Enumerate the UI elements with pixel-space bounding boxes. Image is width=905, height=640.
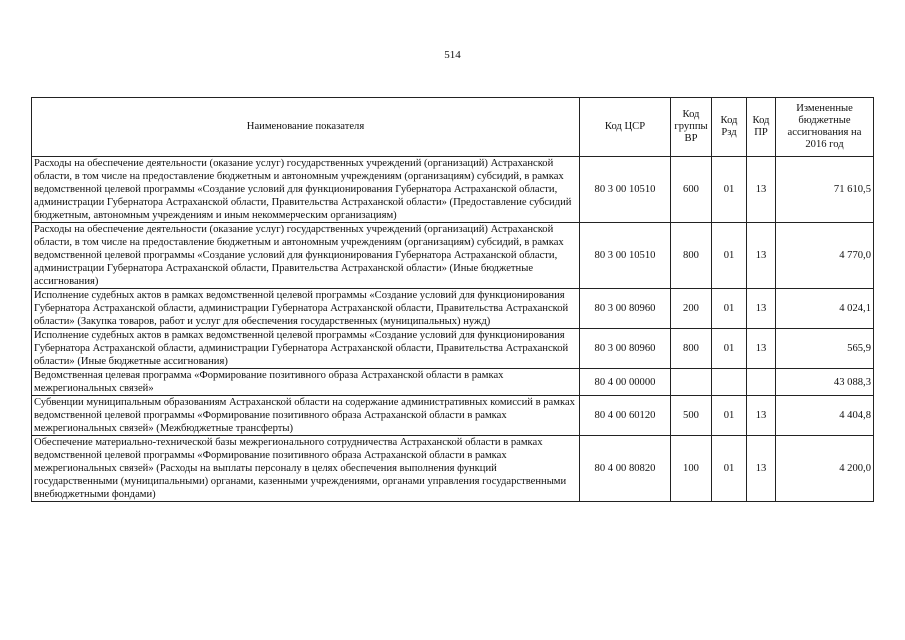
row-pr: 13 bbox=[747, 396, 776, 436]
table-header-row bbox=[32, 98, 874, 157]
row-vr bbox=[671, 369, 712, 396]
row-name: Обеспечение материально-технической базы межрегионального сотрудничества Астраханской области в рамках ведомственной целевой программы «Формирование позитивного образа Астраханской области в рамках межрегиональных связей» (Расходы на выплаты персоналу в целях обеспечения выполнения функций государственными (муниципальными) органами, казенными учреждениями, органами управления государственными внебюджетными фондами) bbox=[32, 436, 580, 502]
row-rzd: 01 bbox=[712, 329, 747, 369]
table-row bbox=[32, 396, 874, 436]
budget-table bbox=[31, 97, 874, 502]
table-row bbox=[32, 436, 874, 502]
row-amount: 4 770,0 bbox=[776, 223, 874, 289]
row-csr: 80 4 00 60120 bbox=[580, 396, 671, 436]
table-row bbox=[32, 157, 874, 223]
row-pr: 13 bbox=[747, 436, 776, 502]
row-amount: 4 200,0 bbox=[776, 436, 874, 502]
row-amount: 4 024,1 bbox=[776, 289, 874, 329]
row-name: Ведомственная целевая программа «Формирование позитивного образа Астраханской области в рамках межрегиональных связей» bbox=[32, 369, 580, 396]
row-csr: 80 4 00 00000 bbox=[580, 369, 671, 396]
row-amount: 4 404,8 bbox=[776, 396, 874, 436]
row-rzd: 01 bbox=[712, 436, 747, 502]
row-pr bbox=[747, 369, 776, 396]
row-amount: 565,9 bbox=[776, 329, 874, 369]
row-rzd: 01 bbox=[712, 289, 747, 329]
row-name: Исполнение судебных актов в рамках ведомственной целевой программы «Создание условий для функционирования Губернатора Астраханской области, администрации Губернатора Астраханской области, Правительства Астраханской области» (Иные бюджетные ассигнования) bbox=[32, 329, 580, 369]
row-rzd bbox=[712, 369, 747, 396]
header-amount: Измененные бюджетные ассигнования на 2016 год bbox=[776, 98, 874, 157]
row-rzd: 01 bbox=[712, 396, 747, 436]
row-vr: 600 bbox=[671, 157, 712, 223]
table-row bbox=[32, 329, 874, 369]
page-number: 514 bbox=[444, 49, 461, 61]
row-name: Исполнение судебных актов в рамках ведомственной целевой программы «Создание условий для функционирования Губернатора Астраханской области, администрации Губернатора Астраханской области, Правительства Астраханской области» (Закупка товаров, работ и услуг для обеспечения государственных (муниципальных) нужд) bbox=[32, 289, 580, 329]
row-name: Субвенции муниципальным образованиям Астраханской области на содержание административных комиссий в рамках ведомственной целевой программы «Формирование позитивного образа Астраханской области в рамках межрегиональных связей» (Межбюджетные трансферты) bbox=[32, 396, 580, 436]
header-csr: Код ЦСР bbox=[580, 98, 671, 157]
row-amount: 43 088,3 bbox=[776, 369, 874, 396]
row-csr: 80 3 00 80960 bbox=[580, 329, 671, 369]
row-name: Расходы на обеспечение деятельности (оказание услуг) государственных учреждений (организаций) Астраханской области, в том числе на предоставление бюджетным и автономным учреждениям (организациям) субсидий, в рамках ведомственной целевой программы «Создание условий для функционирования Губернатора Астраханской области, администрации Губернатора Астраханской области, Правительства Астраханской области» (Иные бюджетные ассигнования) bbox=[32, 223, 580, 289]
row-pr: 13 bbox=[747, 329, 776, 369]
row-vr: 100 bbox=[671, 436, 712, 502]
table-row bbox=[32, 289, 874, 329]
row-vr: 200 bbox=[671, 289, 712, 329]
row-vr: 500 bbox=[671, 396, 712, 436]
header-name: Наименование показателя bbox=[32, 98, 580, 157]
row-csr: 80 4 00 80820 bbox=[580, 436, 671, 502]
row-vr: 800 bbox=[671, 223, 712, 289]
row-csr: 80 3 00 10510 bbox=[580, 157, 671, 223]
table-row bbox=[32, 369, 874, 396]
row-vr: 800 bbox=[671, 329, 712, 369]
row-pr: 13 bbox=[747, 289, 776, 329]
row-csr: 80 3 00 10510 bbox=[580, 223, 671, 289]
row-pr: 13 bbox=[747, 223, 776, 289]
row-pr: 13 bbox=[747, 157, 776, 223]
row-rzd: 01 bbox=[712, 157, 747, 223]
header-vr: Код группы ВР bbox=[671, 98, 712, 157]
row-csr: 80 3 00 80960 bbox=[580, 289, 671, 329]
row-amount: 71 610,5 bbox=[776, 157, 874, 223]
table-row bbox=[32, 223, 874, 289]
row-name: Расходы на обеспечение деятельности (оказание услуг) государственных учреждений (организаций) Астраханской области, в том числе на предоставление бюджетным и автономным учреждениям (организациям) субсидий, в рамках ведомственной целевой программы «Создание условий для функционирования Губернатора Астраханской области, администрации Губернатора Астраханской области, Правительства Астраханской области» (Предоставление субсидий бюджетным, автономным учреждениям и иным некоммерческим организациям) bbox=[32, 157, 580, 223]
header-rzd: Код Рзд bbox=[712, 98, 747, 157]
header-pr: Код ПР bbox=[747, 98, 776, 157]
row-rzd: 01 bbox=[712, 223, 747, 289]
